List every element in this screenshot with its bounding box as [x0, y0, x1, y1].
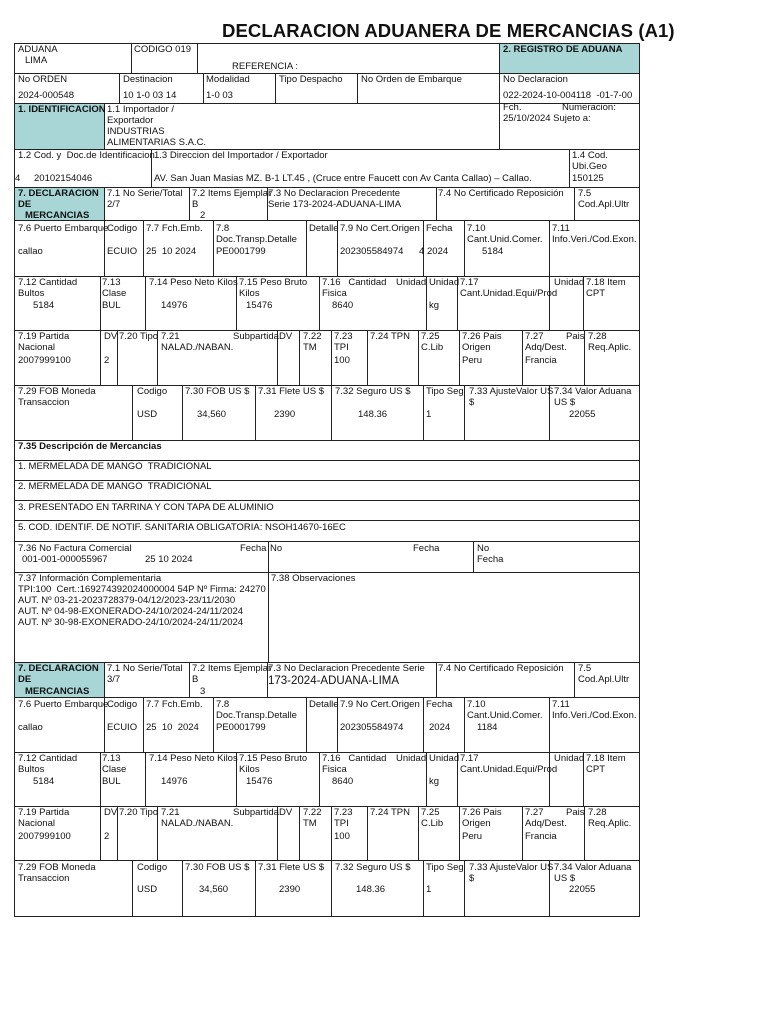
serie-total-label: 7.1 No Serie/Total [107, 663, 183, 674]
dv-value: 2 [104, 831, 110, 842]
no-orden-value: 2024-000548 [18, 90, 74, 101]
codigo-label: CODIGO 019 [134, 44, 192, 55]
cert-reposicion-label: 7.4 No Certificado Reposición [438, 663, 564, 674]
dv-label: DV [104, 331, 118, 342]
valor-aduana-value: 22055 [569, 409, 596, 420]
declaracion-label-1: 7. DECLARACION [18, 663, 99, 674]
tpn-label: 7.24 TPN [370, 807, 410, 818]
unidad-label: Unidad [396, 277, 427, 288]
cod-doc-label: 1.2 Cod. y Doc.de Identificacion [18, 150, 155, 161]
cant-unid-label-2: Cant.Unid.Comer. [467, 234, 543, 245]
nalad-label-1: 7.21 [161, 807, 180, 818]
doc-transp-label-2: Doc.Transp.Detalle [216, 710, 297, 721]
info-veri-label-1: 7.11 [552, 699, 570, 710]
dv2-label: DV [279, 331, 293, 342]
peso-neto-label: 7.14 Peso Neto Kilos [149, 277, 238, 288]
peso-bruto-label-1: 7.15 Peso Bruto [239, 753, 308, 764]
decl-precedente-value: 173-2024-ADUANA-LIMA [268, 675, 400, 687]
valor-aduana-label-1: 7.34 Valor Aduana [554, 862, 632, 873]
dv-label: DV [104, 807, 118, 818]
fob-us-label: 7.30 FOB US $ [185, 862, 250, 873]
partida-value: 2007999100 [18, 831, 71, 842]
no-orden-label: No ORDEN [18, 74, 68, 85]
items-b-label: B [192, 199, 199, 210]
cert-fecha-label: Fecha [426, 699, 453, 710]
dv2-label: DV [279, 807, 293, 818]
numeracion-label: Numeracion: [562, 102, 616, 113]
no-orden-embarque-label: No Orden de Embarque [361, 74, 462, 85]
info-complementaria-line: TPI:100 Cert.:169274392024000004 54P Nº Firma: 24270 [18, 584, 266, 595]
pais-origen-label-2: Origen [462, 342, 491, 353]
unidad-fisica-value: kg [429, 776, 440, 787]
valor-aduana-value: 22055 [569, 884, 596, 895]
pais-adq-value: Francia [525, 355, 557, 366]
doc-transp-label-1: 7.8 [216, 699, 230, 710]
info-complementaria-label: 7.37 Información Complementaria [18, 573, 162, 584]
bultos-value: 5184 [33, 776, 55, 787]
modalidad-value: 1-0 03 [206, 90, 233, 101]
pais-adq-label-1: 7.27 [525, 331, 544, 342]
req-aplic-label-1: 7.28 [588, 807, 607, 818]
cod-apl-label-1: 7.5 [578, 663, 592, 674]
cod-doc-value: 20102154046 [34, 173, 93, 184]
cantidad-bultos-label-2: Bultos [18, 764, 45, 775]
tipo-seg-label: Tipo Seg [426, 862, 464, 873]
cert-origen-value: 202305584974 [340, 246, 404, 257]
cert-origen-label: 7.9 No Cert.Origen [340, 699, 420, 710]
ajuste-label-2: $ [469, 873, 475, 884]
cant-unid-value: 5184 [482, 246, 504, 257]
pais-origen-value: Peru [462, 355, 483, 366]
clib-label-1: 7.25 [421, 807, 440, 818]
info-veri-label-2: Info.Veri./Cod.Exon. [552, 710, 637, 721]
seguro-value: 148.36 [358, 409, 388, 420]
clib-label-1: 7.25 [421, 331, 440, 342]
bultos-value: 5184 [33, 300, 55, 311]
puerto-embarque-label: 7.6 Puerto Embarque [18, 699, 109, 710]
fob-moneda-label-2: Transaccion [18, 397, 70, 408]
declaracion-label-3: MERCANCIAS [25, 686, 90, 697]
registro-aduana-label: 2. REGISTRO DE ADUANA [503, 44, 623, 55]
fob-moneda-label-2: Transaccion [18, 873, 70, 884]
ajuste-label-2: $ [469, 397, 475, 408]
fch-emb-label: 7.7 Fch.Emb. [146, 699, 203, 710]
decl-precedente-value: Serie 173-2024-ADUANA-LIMA [268, 199, 402, 210]
destinacion-value: 10 1-0 03 14 [123, 90, 177, 101]
nalad-label-1: 7.21 [161, 331, 180, 342]
page-title: DECLARACION ADUANERA DE MERCANCIAS (A1) [222, 20, 675, 41]
cert-fecha-b: 2024 [427, 246, 449, 257]
seguro-us-label: 7.32 Seguro US $ [335, 862, 411, 873]
cert-origen-value: 202305584974 [340, 722, 404, 733]
cant-unid-label-1: 7.10 [467, 223, 486, 234]
fob-moneda-label-1: 7.29 FOB Moneda [18, 386, 96, 397]
aduana-value: LIMA [25, 55, 48, 66]
pais-origen-value: Peru [462, 831, 483, 842]
serie-total-value: 2/7 [107, 199, 121, 210]
descripcion-line: 3. PRESENTADO EN TARRINA Y CON TAPA DE ALUMINIO [18, 502, 274, 513]
cod-apl-label-2: Cod.Apl.Ultr [578, 674, 630, 685]
cant-unid-label-2: Cant.Unid.Comer. [467, 710, 543, 721]
doc-transp-label-2: Doc.Transp.Detalle [216, 234, 297, 245]
fch-label: Fch. [503, 102, 522, 113]
cert-origen-label: 7.9 No Cert.Origen [340, 223, 420, 234]
req-aplic-label-2: Req.Aplic. [588, 342, 632, 353]
tpi-value: 100 [334, 355, 350, 366]
fecha3-label: Fecha [413, 543, 440, 554]
peso-bruto-label-2: Kilos [239, 764, 260, 775]
serie-total-value: 3/7 [107, 674, 121, 685]
ajuste-label-1: 7.33 AjusteValor US [469, 862, 554, 873]
unidad3-label: Unidad [554, 277, 585, 288]
declaracion-label-1: 7. DECLARACION [18, 188, 99, 199]
tipo-despacho-label: Tipo Despacho [279, 74, 343, 85]
cant-equi-label-2: Cant.Unidad.Equi/Prod [460, 764, 558, 775]
fob-value: 34,560 [199, 884, 229, 895]
identificacion-label: 1. IDENTIFICACION [18, 104, 106, 115]
peso-bruto-value: 15476 [246, 776, 273, 787]
clase-value: BUL [102, 300, 121, 311]
referencia-label: REFERENCIA : [232, 61, 298, 72]
cantidad-bultos-label-1: 7.12 Cantidad [18, 753, 78, 764]
flete-us-label: 7.31 Flete US $ [258, 862, 325, 873]
serie-total-label: 7.1 No Serie/Total [107, 188, 183, 199]
ubigeo-label-1: 1.4 Cod. [572, 150, 608, 161]
nalad-label-2: NALAD./NABAN. [161, 818, 234, 829]
tpi-label-2: TPI [334, 342, 349, 353]
valor-aduana-label-2: US $ [554, 873, 576, 884]
descripcion-label: 7.35 Descripción de Mercancias [18, 441, 162, 452]
descripcion-line: 2. MERMELADA DE MANGO TRADICIONAL [18, 481, 212, 492]
tpn-label: 7.24 TPN [370, 331, 410, 342]
tpi-label-1: 7.23 [334, 807, 353, 818]
partida-label-2: Nacional [18, 342, 55, 353]
pais-adq-label-1b: Pais [566, 807, 585, 818]
cant-unid-label-1: 7.10 [467, 699, 486, 710]
unidad-fisica-value: kg [429, 300, 440, 311]
puerto-codigo-value: ECUIO [107, 246, 138, 257]
peso-bruto-label-2: Kilos [239, 288, 260, 299]
partida-label-1: 7.19 Partida [18, 807, 70, 818]
importador-name-2: ALIMENTARIAS S.A.C. [107, 137, 207, 148]
peso-neto-value: 14976 [161, 300, 188, 311]
cod-doc-type: 4 [15, 173, 21, 184]
pais-adq-label-2: Adq/Dest. [525, 342, 567, 353]
cant-unid-value: 1184 [477, 722, 498, 733]
items-ejemplar-value: 2 [200, 210, 206, 221]
factura-label: 7.36 No Factura Comercial [18, 543, 132, 554]
cert-fecha-label: Fecha [426, 223, 453, 234]
moneda-value: USD [137, 409, 158, 420]
factura-fecha-value: 25 10 2024 [145, 554, 193, 565]
cant-fisica-value: 8640 [332, 776, 354, 787]
tm-label-2: TM [303, 342, 317, 353]
peso-neto-label: 7.14 Peso Neto Kilos [149, 753, 238, 764]
subpartida-label: Subpartida [233, 331, 279, 342]
cant-fisica-label-2: Fisica [322, 288, 347, 299]
tm-label-1: 7.22 [303, 331, 322, 342]
item-cpt-label-2: CPT [586, 764, 605, 775]
fob-us-label: 7.30 FOB US $ [185, 386, 250, 397]
puerto-value: callao [18, 722, 43, 733]
nalad-label-2: NALAD./NABAN. [161, 342, 234, 353]
codigo2-label: Codigo [137, 386, 168, 397]
info-complementaria-line: AUT. Nº 03-21-2023728379-04/12/2023-23/11/2030 [18, 595, 236, 606]
unidad2-label: Unidad [429, 277, 460, 288]
item-cpt-label-1: 7.18 Item [586, 277, 626, 288]
tipo-seg-value: 1 [426, 409, 432, 420]
tpi-label-2: TPI [334, 818, 349, 829]
items-b-label: B [192, 674, 199, 685]
descripcion-line: 5. COD. IDENTIF. DE NOTIF. SANITARIA OBLIGATORIA: NSOH14670-16EC [18, 522, 346, 533]
clib-label-2: C.Lib [421, 342, 444, 353]
aduana-label: ADUANA [18, 44, 58, 55]
pais-adq-label-2: Adq/Dest. [525, 818, 567, 829]
no2-label: No [477, 543, 490, 554]
unidad2-label: Unidad [429, 753, 460, 764]
cant-fisica-value: 8640 [332, 300, 354, 311]
clase-label-2: Clase [102, 288, 127, 299]
items-ejemplar-label: 7.2 Items Ejemplar [192, 663, 272, 674]
partida-value: 2007999100 [18, 355, 71, 366]
declaracion-label-3: MERCANCIAS [25, 210, 90, 221]
peso-neto-value: 14976 [161, 776, 188, 787]
detalle-label: Detalle [309, 699, 339, 710]
pais-origen-label-1: 7.26 Pais [462, 331, 502, 342]
clase-label-1: 7.13 [102, 277, 121, 288]
tipo-seg-label: Tipo Seg [426, 386, 464, 397]
clase-label-2: Clase [102, 764, 127, 775]
valor-aduana-label-1: 7.34 Valor Aduana [554, 386, 632, 397]
ubigeo-label-2: Ubi.Geo [572, 161, 607, 172]
cod-apl-label-2: Cod.Apl.Ultr [578, 199, 630, 210]
cantidad-bultos-label-2: Bultos [18, 288, 45, 299]
info-complementaria-line: AUT. Nº 04-98-EXONERADO-24/10/2024-24/11/2024 [18, 606, 244, 617]
factura-number: 001-001-000055967 [22, 554, 108, 565]
cert-fecha-b: 2024 [429, 722, 451, 733]
flete-value: 2390 [274, 409, 296, 420]
decl-precedente-label: 7.3 No Declaracion Precedente Serie [268, 663, 425, 674]
info-complementaria-line: AUT. Nº 30-98-EXONERADO-24/10/2024-24/11/2024 [18, 617, 244, 628]
puerto-value: callao [18, 246, 43, 257]
direccion-value: AV. San Juan Masias MZ. B-1 LT.45 , (Cruce entre Faucett con Av Canta Callao) – Callao. [154, 173, 532, 184]
partida-label-1: 7.19 Partida [18, 331, 70, 342]
cert-reposicion-label: 7.4 No Certificado Reposición [438, 188, 564, 199]
cant-fisica-label-1: 7.16 Cantidad [322, 277, 387, 288]
cert-fecha-a: 4 [419, 246, 425, 257]
doc-transp-value: PE0001799 [216, 722, 266, 733]
no-declaracion-value: 022-2024-10-004118 -01-7-00 [503, 90, 633, 101]
pais-adq-label-1: 7.27 [525, 807, 544, 818]
subpartida-label: Subpartida [233, 807, 279, 818]
cantidad-bultos-label-1: 7.12 Cantidad [18, 277, 78, 288]
tm-label-1: 7.22 [303, 807, 322, 818]
seguro-us-label: 7.32 Seguro US $ [335, 386, 411, 397]
peso-bruto-value: 15476 [246, 300, 273, 311]
observaciones-label: 7.38 Observaciones [271, 573, 356, 584]
codigo-label: Codigo [107, 223, 138, 234]
moneda-value: USD [137, 884, 158, 895]
clase-value: BUL [102, 776, 121, 787]
pais-adq-label-1b: Pais [566, 331, 585, 342]
fch-emb-value: 25 10 2024 [146, 246, 197, 257]
tipo-label: 7.20 Tipo [119, 807, 159, 818]
unidad3-label: Unidad [554, 753, 585, 764]
descripcion-line: 1. MERMELADA DE MANGO TRADICIONAL [18, 461, 212, 472]
info-veri-label-2: Info.Veri./Cod.Exon. [552, 234, 637, 245]
cant-equi-label-1: 7.17 [460, 277, 479, 288]
flete-us-label: 7.31 Flete US $ [258, 386, 325, 397]
dv-value: 2 [104, 355, 110, 366]
clib-label-2: C.Lib [421, 818, 444, 829]
ajuste-label-1: 7.33 AjusteValor US [469, 386, 554, 397]
clase-label-1: 7.13 [102, 753, 121, 764]
importador-label-1: 1.1 Importador / [107, 104, 175, 115]
importador-name-1: INDUSTRIAS [107, 126, 165, 137]
pais-origen-label-2: Origen [462, 818, 491, 829]
no-declaracion-label: No Declaracion [503, 74, 568, 85]
doc-transp-value: PE0001799 [216, 246, 266, 257]
tipo-label: 7.20 Tipo [119, 331, 159, 342]
items-ejemplar-value: 3 [200, 686, 206, 697]
destinacion-label: Destinacion [123, 74, 173, 85]
no-label: No [270, 543, 283, 554]
cant-fisica-label-2: Fisica [322, 764, 347, 775]
importador-label-2: Exportador [107, 115, 154, 126]
declaracion-label-2: DE [18, 674, 32, 685]
declaracion-label-2: DE [18, 199, 32, 210]
tm-label-2: TM [303, 818, 317, 829]
cant-equi-label-1: 7.17 [460, 753, 479, 764]
pais-adq-value: Francia [525, 831, 557, 842]
puerto-embarque-label: 7.6 Puerto Embarque [18, 223, 109, 234]
numeracion-value: 25/10/2024 Sujeto a: [503, 113, 591, 124]
cant-fisica-label-1: 7.16 Cantidad [322, 753, 387, 764]
cod-apl-label-1: 7.5 [578, 188, 592, 199]
decl-precedente-label: 7.3 No Declaracion Precedente [268, 188, 401, 199]
item-cpt-label-2: CPT [586, 288, 605, 299]
req-aplic-label-2: Req.Aplic. [588, 818, 632, 829]
info-veri-label-1: 7.11 [552, 223, 570, 234]
tipo-seg-value: 1 [426, 884, 432, 895]
codigo2-label: Codigo [137, 862, 168, 873]
tpi-label-1: 7.23 [334, 331, 353, 342]
fob-value: 34,560 [197, 409, 227, 420]
codigo-label: Codigo [107, 699, 138, 710]
items-ejemplar-label: 7.2 Items Ejemplar [192, 188, 272, 199]
puerto-codigo-value: ECUIO [107, 722, 138, 733]
fecha4-label: Fecha [477, 554, 504, 565]
valor-aduana-label-2: US $ [554, 397, 576, 408]
doc-transp-label-1: 7.8 [216, 223, 230, 234]
modalidad-label: Modalidad [206, 74, 250, 85]
fob-moneda-label-1: 7.29 FOB Moneda [18, 862, 96, 873]
flete-value: 2390 [279, 884, 301, 895]
unidad-label: Unidad [396, 753, 427, 764]
fch-emb-value: 25 10 2024 [146, 722, 199, 733]
factura-fecha-label: Fecha [240, 543, 267, 554]
tpi-value: 100 [334, 831, 350, 842]
detalle-label: Detalle [309, 223, 339, 234]
item-cpt-label-1: 7.18 Item [586, 753, 626, 764]
partida-label-2: Nacional [18, 818, 55, 829]
direccion-label: 1.3 Direccion del Importador / Exportador [154, 150, 328, 161]
req-aplic-label-1: 7.28 [588, 331, 607, 342]
ubigeo-value: 150125 [572, 173, 604, 184]
cant-equi-label-2: Cant.Unidad.Equi/Prod [460, 288, 558, 299]
peso-bruto-label-1: 7.15 Peso Bruto [239, 277, 308, 288]
seguro-value: 148.36 [356, 884, 386, 895]
pais-origen-label-1: 7.26 Pais [462, 807, 502, 818]
fch-emb-label: 7.7 Fch.Emb. [146, 223, 203, 234]
